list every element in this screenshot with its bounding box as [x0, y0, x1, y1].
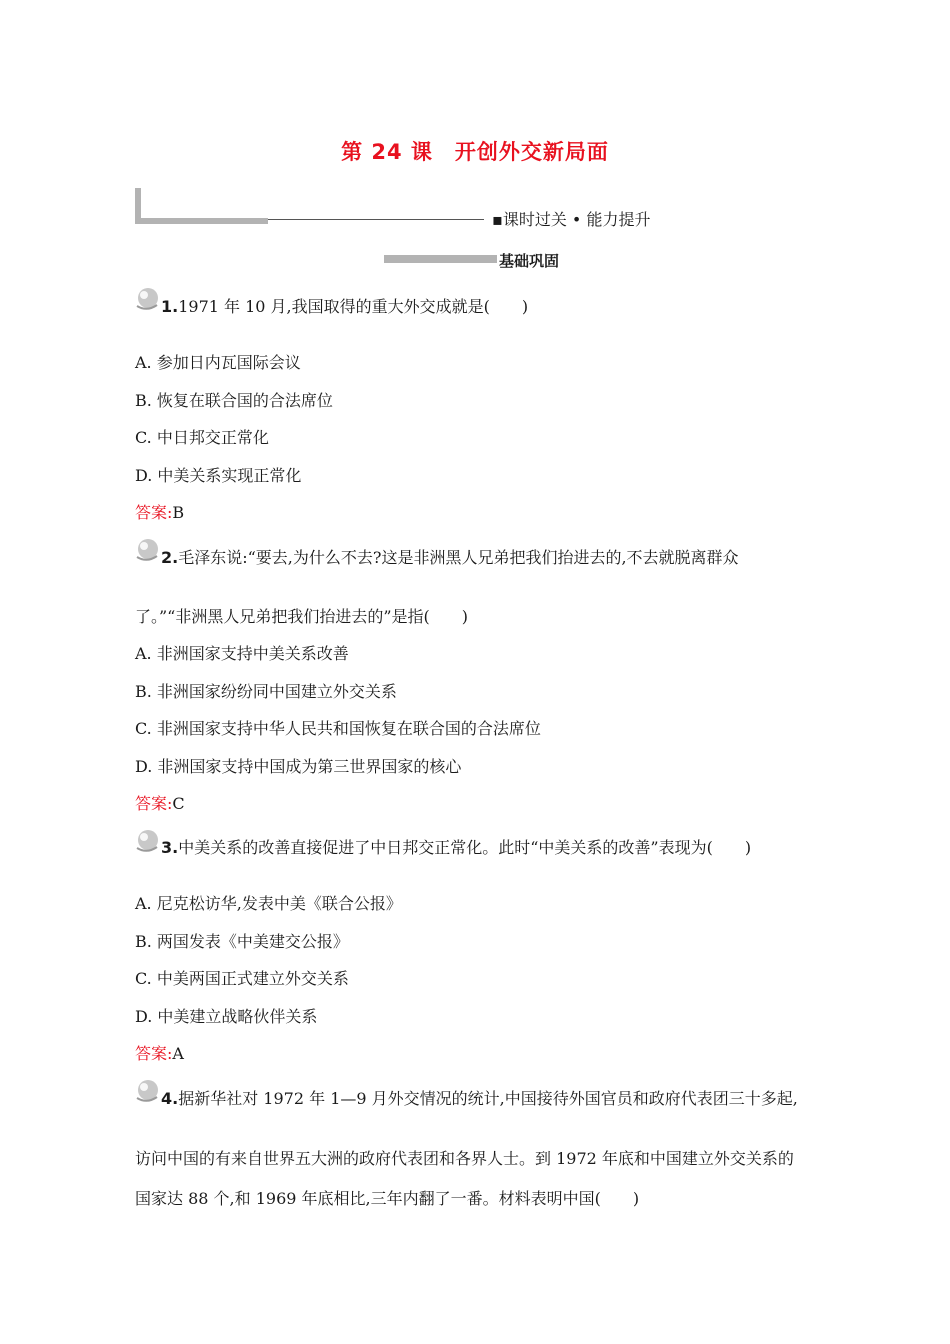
question-3: [161, 835, 751, 858]
subsection-bar: [384, 255, 497, 263]
answer-label: 答案:: [135, 794, 173, 813]
option-b: B. 两国发表《中美建交公报》: [135, 932, 349, 951]
question-text: 据新华社对 1972 年 1—9 月外交情况的统计,中国接待外国官员和政府代表团三十多起,: [178, 1089, 798, 1108]
subsection-heading: 基础巩固: [499, 252, 560, 270]
question-text-continued: 访问中国的有来自世界五大洲的政府代表团和各界人士。到 1972 年底和中国建立外交关系的: [135, 1149, 794, 1168]
option-c: C. 中美两国正式建立外交关系: [135, 969, 349, 988]
answer-value: A: [172, 1044, 184, 1063]
question-text-continued: 了。”“非洲黑人兄弟把我们抬进去的”是指( ): [135, 607, 469, 626]
section-bracket-horizontal: [135, 218, 268, 224]
question-text: 1971 年 10 月,我国取得的重大外交成就是( ): [178, 297, 529, 316]
question-text-continued: 国家达 88 个,和 1969 年底相比,三年内翻了一番。材料表明中国( ): [135, 1189, 640, 1208]
question-number: 3.: [161, 838, 179, 857]
answer-value: B: [172, 503, 185, 522]
question-text: 毛泽东说:“要去,为什么不去?这是非洲黑人兄弟把我们抬进去的,不去就脱离群众: [178, 548, 739, 567]
option-c: C. 非洲国家支持中华人民共和国恢复在联合国的合法席位: [135, 719, 541, 738]
question-number: 1.: [161, 297, 179, 316]
page-title: 第 24 课 开创外交新局面: [341, 140, 609, 164]
answer-label: 答案:: [135, 1044, 173, 1063]
question-number: 4.: [161, 1089, 179, 1108]
question-marker-icon: [135, 286, 159, 310]
option-d: D. 中美建立战略伙伴关系: [135, 1007, 318, 1026]
option-a: A. 尼克松访华,发表中美《联合公报》: [135, 894, 402, 913]
section-heading: ▪课时过关 • 能力提升: [492, 210, 651, 229]
question-marker-icon: [135, 1078, 159, 1102]
question-1: [161, 294, 528, 317]
question-number: 2.: [161, 548, 179, 567]
option-d: D. 非洲国家支持中国成为第三世界国家的核心: [135, 757, 462, 776]
question-4: [161, 1086, 798, 1109]
question-text: 中美关系的改善直接促进了中日邦交正常化。此时“中美关系的改善”表现为( ): [178, 838, 752, 857]
answer: [135, 1041, 184, 1064]
question-marker-icon: [135, 537, 159, 561]
answer: [135, 791, 185, 814]
section-divider: [268, 219, 484, 220]
question-marker-icon: [135, 828, 159, 852]
answer: [135, 500, 184, 523]
option-a: A. 参加日内瓦国际会议: [135, 353, 301, 372]
answer-label: 答案:: [135, 503, 173, 522]
answer-value: C: [172, 794, 185, 813]
question-2: [161, 545, 739, 568]
option-b: B. 恢复在联合国的合法席位: [135, 391, 333, 410]
option-d: D. 中美关系实现正常化: [135, 466, 302, 485]
option-c: C. 中日邦交正常化: [135, 428, 269, 447]
option-b: B. 非洲国家纷纷同中国建立外交关系: [135, 682, 397, 701]
option-a: A. 非洲国家支持中美关系改善: [135, 644, 349, 663]
